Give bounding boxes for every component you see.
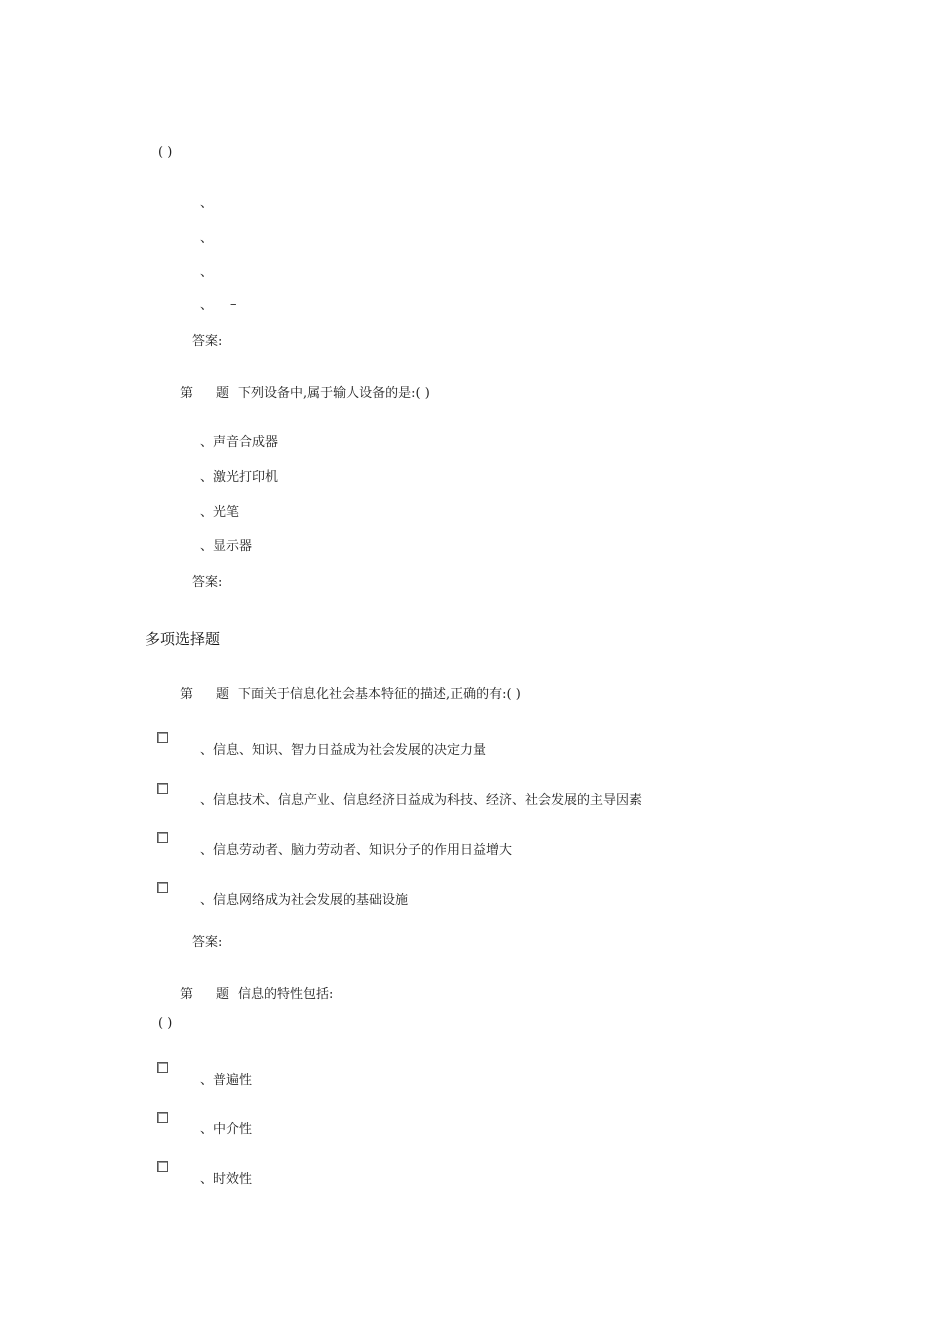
option-text: 、时效性	[200, 1172, 253, 1187]
question-number-prefix: 第	[180, 987, 194, 1002]
option-text: 、声音合成器	[200, 435, 279, 450]
option-checkbox[interactable]	[157, 1161, 168, 1172]
question-paren: ( )	[158, 145, 173, 160]
section-title: 多项选择题	[145, 630, 221, 648]
question-number-suffix: 题	[216, 987, 230, 1002]
answer-label: 答案:	[192, 935, 223, 950]
option-text: 、普遍性	[200, 1073, 253, 1088]
option-checkbox[interactable]	[157, 1112, 168, 1123]
option-text: 、中介性	[200, 1122, 253, 1137]
question-number-prefix: 第	[180, 687, 194, 702]
option-text: 、	[200, 196, 214, 211]
question-number-prefix: 第	[180, 386, 194, 401]
option-text: 、信息劳动者、脑力劳动者、知识分子的作用日益增大	[200, 843, 513, 858]
answer-label: 答案:	[192, 575, 223, 590]
question-number-suffix: 题	[216, 386, 230, 401]
question-text: 下列设备中,属于输人设备的是:( )	[238, 386, 430, 401]
option-checkbox[interactable]	[157, 1062, 168, 1073]
question-paren: ( )	[158, 1016, 173, 1031]
option-text: 、信息技术、信息产业、信息经济日益成为科技、经济、社会发展的主导因素	[200, 793, 643, 808]
option-text: 、光笔	[200, 505, 240, 520]
question-number-suffix: 题	[216, 687, 230, 702]
option-text: 、显示器	[200, 539, 253, 554]
option-text: 、信息、知识、智力日益成为社会发展的决定力量	[200, 743, 487, 758]
option-text: 、激光打印机	[200, 470, 279, 485]
option-text: 、	[200, 298, 214, 313]
option-checkbox[interactable]	[157, 832, 168, 843]
answer-label: 答案:	[192, 334, 223, 349]
option-checkbox[interactable]	[157, 783, 168, 794]
question-text: 下面关于信息化社会基本特征的描述,正确的有:( )	[238, 687, 521, 702]
option-dash: –	[230, 297, 237, 312]
option-text: 、	[200, 231, 214, 246]
option-text: 、信息网络成为社会发展的基础设施	[200, 893, 409, 908]
option-checkbox[interactable]	[157, 732, 168, 743]
option-checkbox[interactable]	[157, 882, 168, 893]
option-text: 、	[200, 265, 214, 280]
question-text: 信息的特性包括:	[238, 987, 334, 1002]
